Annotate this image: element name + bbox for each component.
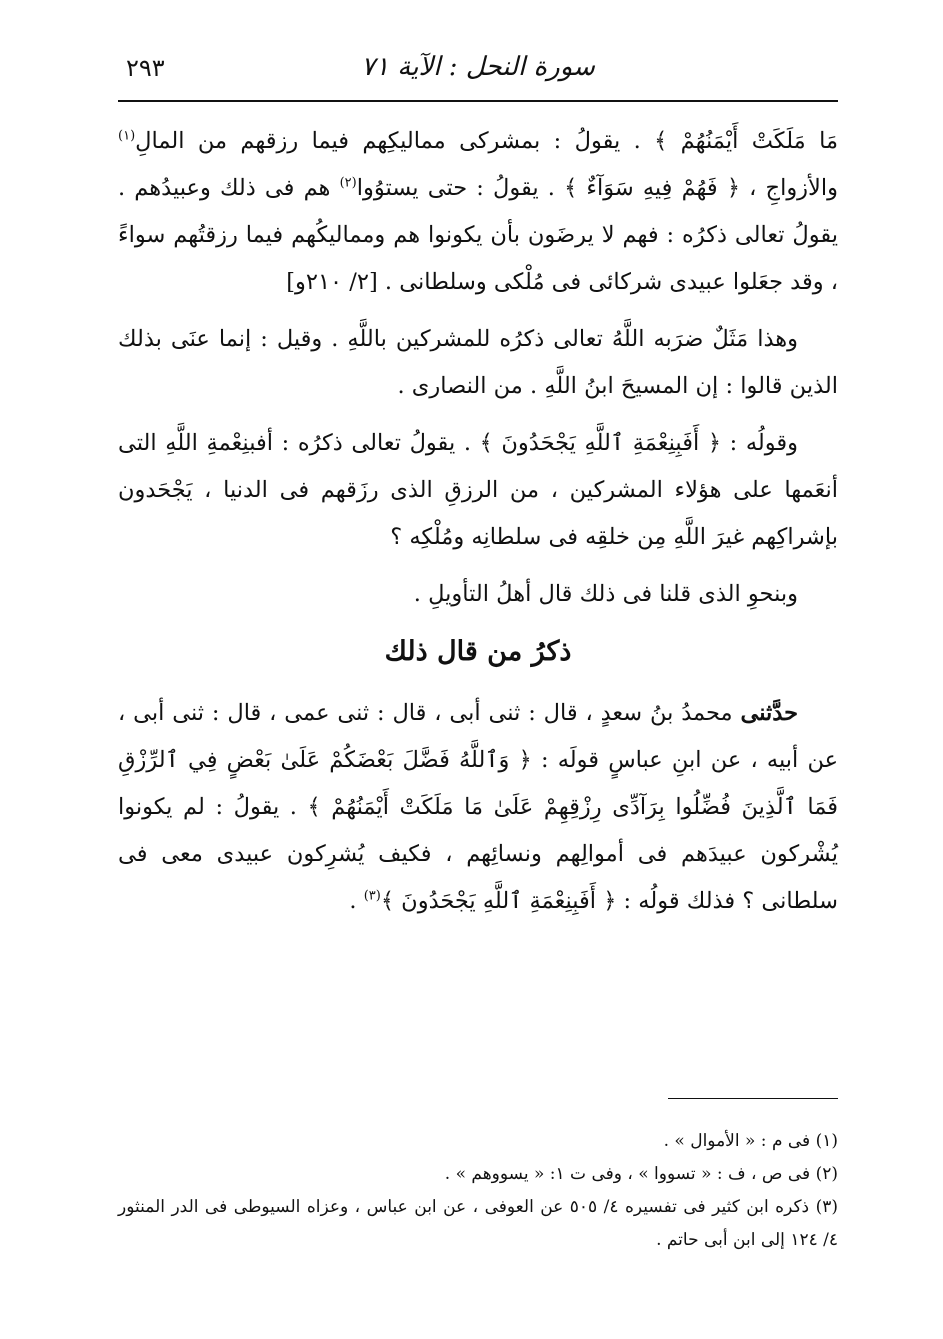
main-text: [118, 118, 838, 935]
paragraph-1-part-c: هم فى ذلك وعبيدُهم . يقولُ تعالى ذكرُه : فهم لا يرضَون بأن يكونوا هم ومماليكُهم فيما رزقتُهم سواءً ، وقد جعَلوا عبيدى شركائى فى مُلْكى وسلطانى . [٢/ ٢١٠و]: [118, 175, 838, 295]
paragraph-4: وبنحوِ الذى قلنا فى ذلك قال أهلُ التأويلِ .: [413, 581, 798, 607]
paragraph-2: وهذا مَثَلٌ ضرَبه اللَّهُ تعالى ذكرُه للمشركين باللَّهِ . وقيل : إنما عنَى بذلك الذين قالوا : إن المسيحَ ابنُ اللَّهِ . من النصارى .: [118, 326, 838, 399]
paragraph-5: [118, 690, 838, 925]
book-page: [118, 0, 838, 1339]
footnote-3: (٣) ذكره ابن كثير فى تفسيره ٤/ ٥٠٥ عن العوفى ، عن ابن عباس ، وعزاه السيوطى فى الدر المنثور ٤/ ١٢٤ إلى ابن أبى حاتم .: [118, 1197, 838, 1250]
footnote-ref-3: (٣): [363, 888, 381, 904]
paragraph-5-text: محمدُ بنُ سعدٍ ، قال : ثنى أبى ، قال : ثنى عمى ، قال : ثنى أبى ، عن أبيه ، عن ابنِ عباسٍ قولَه : ﴿ وَٱللَّهُ فَضَّلَ بَعْضَكُمْ عَلَىٰ بَعْضٍ فِي ٱلرِّزْقِ فَمَا ٱلَّذِينَ فُضِّلُوا بِرَآدِّى رِزْقِهِمْ عَلَىٰ مَا مَلَكَتْ أَيْمَنُهُمْ ﴾ . يقولُ : لم يكونوا يُشْركون عبيدَهم فى أموالِهم ونسائِهم ، فكيف يُشرِكون عبيدى معى فى سلطانى ؟ فذلك قولُه : ﴿ أَفَبِنِعْمَةِ ٱللَّهِ يَجْحَدُونَ ﴾: [118, 700, 838, 914]
footnote-ref-1: (١): [118, 128, 136, 144]
paragraph-1: [118, 118, 838, 306]
paragraph-5-end: .: [349, 888, 357, 914]
footnote-ref-2: (٢): [339, 175, 357, 191]
footnote-2: (٢) فى ص ، ف : « تسووا » ، وفى ت ١: « يسووهم » .: [444, 1164, 838, 1184]
running-header: [118, 52, 838, 96]
paragraph-1-part-b: والأزواجِ ، ﴿ فَهُمْ فِيهِ سَوَآءٌ ﴾ . يقولُ : حتى يستوُوا: [356, 175, 839, 201]
footnote-1: (١) فى م : « الأموال » .: [663, 1131, 838, 1151]
footnotes: [118, 1125, 838, 1257]
running-title: سورة النحل : الآية ٧١: [361, 52, 595, 82]
footnote-rule: [668, 1098, 838, 1099]
paragraph-3: وقولُه : ﴿ أَفَبِنِعْمَةِ ٱللَّهِ يَجْحَدُونَ ﴾ . يقولُ تعالى ذكرُه : أفبنِعْمةِ اللَّهِ التى أنعَمها على هؤلاء المشركين ، من الرزقِ الذى رزَقهم فى الدنيا ، يَجْحَدون بإشراكِهم غيرَ اللَّهِ مِن خلقِه فى سلطانِه ومُلْكِه ؟: [118, 430, 838, 550]
header-rule: [118, 100, 838, 102]
isnad-lead: حدَّثنى: [740, 700, 799, 726]
paragraph-1-part-a: مَا مَلَكَتْ أَيْمَنُهُمْ ﴾ . يقولُ : بمشركى مماليكِهم فيما رزقهم من المالِ: [135, 128, 838, 154]
section-heading: ذكرُ من قال ذلك: [384, 636, 572, 667]
page-number: ٢٩٣: [126, 54, 165, 82]
